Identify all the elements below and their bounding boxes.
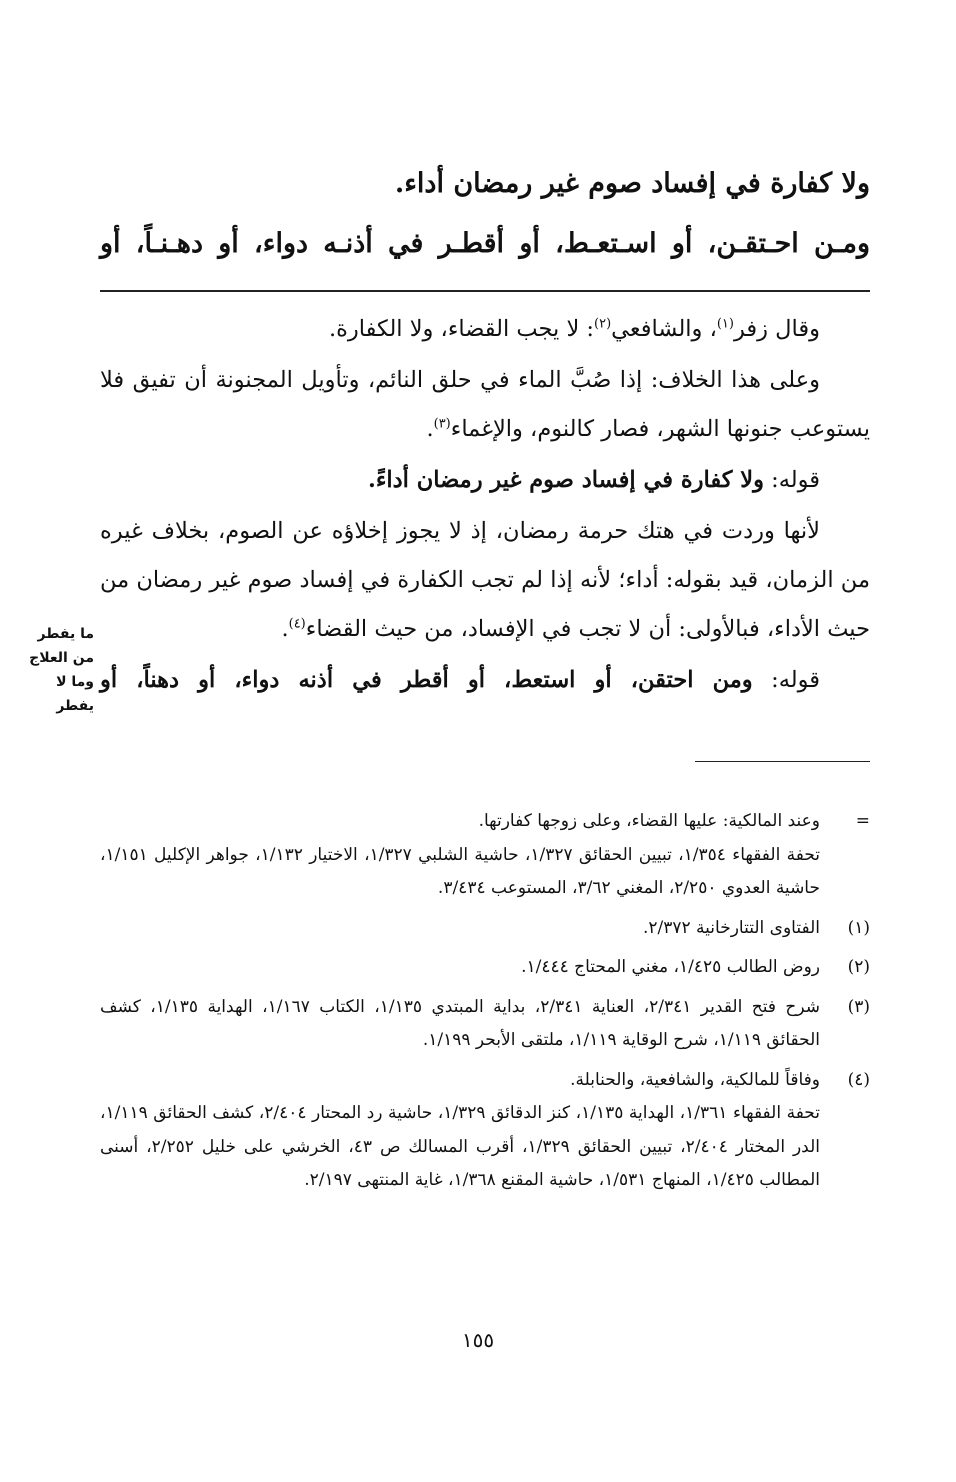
footnote-number: (٣) (847, 996, 870, 1017)
matn-separator (100, 290, 870, 292)
footnote-ref-2[interactable]: (٢) (594, 316, 612, 332)
commentary-paragraph-5: قوله: ومن احتقن، أو استعط، أو أقطر في أذنه دواء، أو دهناً، أو (100, 667, 820, 693)
commentary-paragraph-1: وقال زفر$^{(١)}$، والشافعي$^{(٢)}$: لا يجب القضاء، ولا الكفارة. (328, 316, 820, 342)
footnote-3 (100, 991, 870, 1058)
footnote-separator (695, 761, 870, 762)
page-number: ١٥٥ (461, 1328, 495, 1352)
footnote-text: شرح فتح القدير ٢/٣٤١، العناية ٢/٣٤١، بداية المبتدي ١/١٣٥، الكتاب ١/١٦٧، الهداية ١/١٣٥، كشف الحقائق ١/١١٩، شرح الوقاية ١/١١٩، ملتقى الأبحر ١/١٩٩. (100, 996, 820, 1050)
commentary-paragraph-3: قوله: ولا كفارة في إفساد صوم غير رمضان أداءً. (367, 467, 820, 493)
footnote-sources: تحفة الفقهاء ١/٣٥٤، تبيين الحقائق ١/٣٢٧، حاشية الشلبي ١/٣٢٧، الاختيار ١/١٣٢، جواهر الإكليل ١/١٥١، حاشية العدوي ٢/٢٥٠، المغني ٣/٦٢، المستوعب ٣/٤٣٤. (100, 844, 821, 898)
footnote-text: الفتاوى التتارخانية ٢/٣٧٢. (642, 917, 820, 938)
footnote-ref-1[interactable]: (١) (716, 316, 734, 332)
matn-line-2: ومـن احـتقـن، أو اسـتعـط، أو أقطـر في أذنـه دواء، أو دهـنـاً، أو (100, 228, 870, 259)
footnote-number: (٤) (847, 1069, 870, 1090)
footnote-number: (١) (847, 917, 870, 938)
commentary (100, 305, 870, 705)
quoted-matn: ولا كفارة في إفساد صوم غير رمضان أداءً. (367, 467, 764, 493)
margin-heading-line: ما يفطر (37, 626, 94, 642)
footnotes (100, 805, 870, 1198)
margin-heading-line: وما لا (56, 674, 94, 690)
continuation-marker: = (855, 811, 870, 831)
footnote-text: روض الطالب ١/٤٢٥، مغني المحتاج ١/٤٤٤. (521, 957, 820, 977)
footnote-2 (100, 951, 870, 985)
footnote-continuation (100, 805, 870, 906)
footnote-ref-4[interactable]: (٤) (288, 616, 306, 632)
footnote-ref-3[interactable]: (٣) (433, 416, 451, 432)
margin-heading-line: يفطر (56, 698, 94, 714)
margin-heading (6, 622, 94, 718)
quoted-matn: ومن احتقن، أو استعط، أو أقطر في أذنه دواء، أو دهناً، أو (100, 667, 753, 693)
commentary-paragraph-2: وعلى هذا الخلاف: إذا صُبَّ الماء في حلق النائم، وتأويل المجنونة أن تفيق فلا يستوعب جنونها الشهر، فصار كالنوم، والإغماء$^{(٣)}$. (100, 367, 870, 442)
footnote-text: وعند المالكية: عليها القضاء، وعلى زوجها كفارتها. (478, 811, 820, 831)
footnote-number: (٢) (847, 957, 870, 977)
footnote-4 (100, 1064, 870, 1198)
footnote-sources: تحفة الفقهاء ١/٣٦١، الهداية ١/١٣٥، كنز الدقائق ١/٣٢٩، حاشية رد المحتار ٢/٤٠٤، كشف الحقائق ١/١١٩، الدر المختار ٢/٤٠٤، تبيين الحقائق ١/٣٢٩، أقرب المسالك ص ٤٣، الخرشي على خليل ٢/٢٥٢، أسنى المطالب ١/٤٢٥، المنهاج ١/٥٣١، حاشية المقنع ١/٣٦٨، غاية المنتهى ٢/١٩٧. (100, 1103, 820, 1190)
margin-heading-line: من العلاج (29, 650, 94, 666)
commentary-paragraph-4: لأنها وردت في هتك حرمة رمضان، إذ لا يجوز إخلاؤه عن الصوم، بخلاف غيره من الزمان، قيد بقوله: أداء؛ لأنه إذا لم تجب الكفارة في إفساد صوم غير رمضان من حيث الأداء، فبالأولى: أن لا تجب في الإفساد، من حيث القضاء$^{(٤)}$. (100, 518, 870, 642)
footnote-1 (100, 912, 870, 946)
footnote-text: وفاقاً للمالكية، والشافعية، والحنابلة. (570, 1069, 820, 1090)
matn-line-1: ولا كفارة في إفساد صوم غير رمضان أداء. (394, 168, 870, 199)
